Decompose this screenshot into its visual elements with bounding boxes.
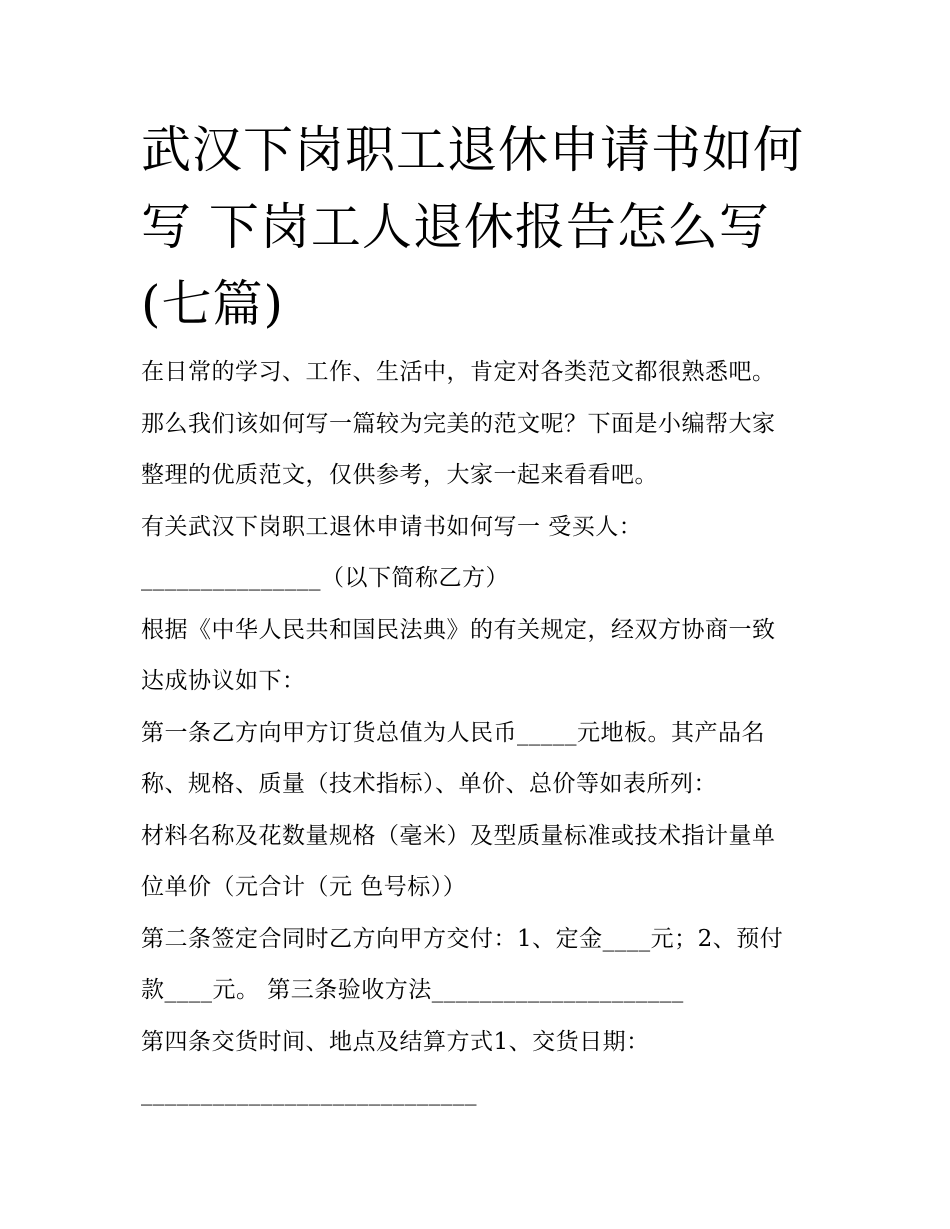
delivery-date-blank-line: ____________________________ xyxy=(141,1080,477,1106)
section-heading-line: 有关武汉下岗职工退休申请书如何写一 受买人： xyxy=(141,513,643,540)
intro-line: 那么我们该如何写一篇较为完美的范文呢？下面是小编帮大家 xyxy=(141,410,776,437)
title-line: (七篇) xyxy=(141,275,285,333)
title-line: 武汉下岗职工退休申请书如何 xyxy=(141,121,804,179)
clause-two-line: 第二条签定合同时乙方向甲方交付：1、定金____元；2、预付 xyxy=(141,925,784,952)
title-line: 写 下岗工人退休报告怎么写 xyxy=(141,198,770,256)
clause-one-line: 第一条乙方向甲方订货总值为人民币_____元地板。其产品名 xyxy=(141,719,765,746)
buyer-blank-line: _______________（以下简称乙方） xyxy=(141,565,509,591)
agreement-line: 达成协议如下： xyxy=(141,668,306,694)
document-title xyxy=(141,112,821,343)
material-table-line: 材料名称及花数量规格（毫米）及型质量标准或技术指计量单 xyxy=(141,822,776,849)
document-content xyxy=(141,112,821,1120)
intro-line: 在日常的学习、工作、生活中，肯定对各类范文都很熟悉吧。 xyxy=(141,359,776,385)
agreement-line: 根据《中华人民共和国民法典》的有关规定，经双方协商一致 xyxy=(141,616,776,643)
clause-one-line: 称、规格、质量（技术指标）、单价、总价等如表所列： xyxy=(141,771,717,797)
clause-three-line: 款____元。 第三条验收方法_____________________ xyxy=(141,977,684,1003)
material-table-line: 位单价（元合计（元 色号标）） xyxy=(141,874,467,900)
clause-four-line: 第四条交货时间、地点及结算方式1、交货日期： xyxy=(141,1028,650,1055)
intro-line: 整理的优质范文，仅供参考，大家一起来看看吧。 xyxy=(141,462,658,488)
document-body xyxy=(141,347,821,1120)
